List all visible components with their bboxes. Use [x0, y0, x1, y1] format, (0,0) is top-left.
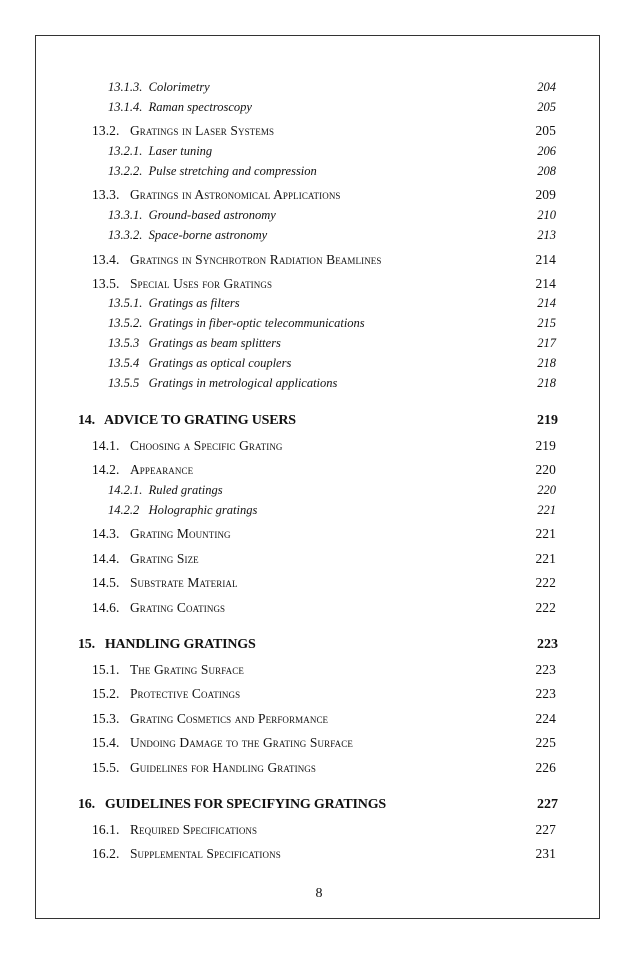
toc-entry-page: 227	[535, 822, 556, 837]
toc-entry-number: 13.5.5	[108, 376, 140, 390]
toc-entry-page: 223	[535, 686, 556, 701]
toc-entry-number: 14.6.	[92, 600, 120, 615]
toc-entry-number: 13.5.3	[108, 336, 140, 350]
toc-entry-label	[108, 144, 212, 159]
toc-entry-page: 217	[537, 336, 556, 350]
toc-entry-title: Gratings in fiber-optic telecommunications	[148, 316, 365, 330]
toc-entry-number: 13.5.4	[108, 356, 140, 370]
toc-entry-number: 13.1.3.	[108, 80, 143, 94]
toc-entry-label	[108, 336, 281, 351]
toc-entry-label	[92, 735, 353, 751]
toc-entry-page: 223	[535, 662, 556, 677]
toc-entry-title: Choosing a Specific Grating	[129, 438, 283, 453]
toc-entry-number: 13.2.1.	[108, 144, 143, 158]
toc-entry-page: 221	[535, 551, 556, 566]
toc-entry-title: Supplemental Specifications	[129, 846, 281, 861]
toc-entry-page: 213	[537, 228, 556, 242]
toc-entry-label	[92, 711, 328, 727]
toc-entry-label	[92, 600, 225, 616]
toc-entry-number: 15.2.	[92, 686, 120, 701]
toc-entry-label	[92, 252, 382, 268]
toc-entry-number: 15.4.	[92, 735, 120, 750]
toc-entry-title: Protective Coatings	[129, 686, 241, 701]
toc-entry-number: 14.3.	[92, 526, 120, 541]
toc-entry-label	[108, 100, 252, 115]
toc-entry-number: 16.2.	[92, 846, 120, 861]
toc-entry-page: 220	[537, 483, 556, 497]
toc-entry-title: Grating Cosmetics and Performance	[129, 711, 329, 726]
toc-entry-label	[108, 316, 365, 331]
toc-entry-number: 15.1.	[92, 662, 120, 677]
toc-entry-number: 15.3.	[92, 711, 120, 726]
toc-entry-title: GUIDELINES FOR SPECIFYING GRATINGS	[104, 797, 386, 812]
toc-entry-label	[92, 551, 199, 567]
toc-entry-label	[108, 376, 337, 391]
toc-entry-title: Colorimetry	[148, 80, 210, 94]
toc-entry-number: 13.1.4.	[108, 100, 143, 114]
toc-entry-page: 209	[535, 187, 556, 202]
toc-entry-title: Gratings as optical couplers	[148, 356, 292, 370]
toc-entry-number: 14.4.	[92, 551, 120, 566]
toc-entry-number: 13.3.	[92, 187, 120, 202]
toc-entry-page: 208	[537, 164, 556, 178]
toc-entry-page: 214	[535, 252, 556, 267]
toc-entry-label	[78, 637, 256, 653]
toc-entry-page: 226	[535, 760, 556, 775]
toc-entry-number: 13.2.	[92, 123, 120, 138]
toc-entry-label	[92, 187, 341, 203]
toc-entry-title: Gratings in Laser Systems	[129, 123, 275, 138]
toc-entry-title: The Grating Surface	[129, 662, 244, 677]
toc-entry-title: Ground-based astronomy	[148, 208, 276, 222]
toc-entry-label	[108, 80, 210, 95]
toc-entry-title: Laser tuning	[148, 144, 213, 158]
toc-entry-label	[108, 228, 267, 243]
toc-entry-number: 14.	[78, 413, 95, 428]
toc-entry-title: Gratings as beam splitters	[148, 336, 281, 350]
toc-entry-title: Grating Coatings	[129, 600, 226, 615]
toc-entry-label	[92, 575, 238, 591]
toc-entry-title: Appearance	[129, 462, 194, 477]
toc-entry-page: 205	[535, 123, 556, 138]
toc-entry-label	[108, 483, 223, 498]
toc-entry-title: Gratings as filters	[148, 296, 240, 310]
toc-entry-page: 222	[535, 600, 556, 615]
toc-entry-number: 14.1.	[92, 438, 120, 453]
toc-entry-page: 205	[537, 100, 556, 114]
toc-entry-number: 13.3.1.	[108, 208, 143, 222]
toc-entry-title: HANDLING GRATINGS	[104, 637, 256, 652]
toc-entry-number: 14.2.	[92, 462, 120, 477]
toc-entry-number: 14.2.1.	[108, 483, 143, 497]
toc-entry-label	[108, 208, 276, 223]
toc-entry-title: Required Specifications	[129, 822, 258, 837]
toc-entry-page: 206	[537, 144, 556, 158]
toc-entry-label	[108, 356, 291, 371]
toc-entry-number: 14.5.	[92, 575, 120, 590]
toc-entry-label	[92, 526, 231, 542]
toc-entry-number: 13.5.1.	[108, 296, 143, 310]
toc-entry-label	[108, 164, 317, 179]
toc-entry-number: 13.3.2.	[108, 228, 143, 242]
toc-entry-page: 218	[537, 376, 556, 390]
toc-entry-title: Raman spectroscopy	[148, 100, 252, 114]
toc-entry-page: 204	[537, 80, 556, 94]
toc-entry-label	[78, 413, 296, 429]
toc-entry-number: 16.1.	[92, 822, 120, 837]
toc-entry-number: 15.	[78, 637, 95, 652]
toc-entry-page: 223	[537, 637, 558, 652]
toc-entry-page: 221	[535, 526, 556, 541]
toc-entry-title: Pulse stretching and compression	[148, 164, 317, 178]
toc-entry-label	[78, 797, 386, 813]
toc-entry-number: 13.4.	[92, 252, 120, 267]
toc-entry-number: 15.5.	[92, 760, 120, 775]
toc-entry-number: 14.2.2	[108, 503, 140, 517]
toc-entry-page: 220	[535, 462, 556, 477]
toc-entry-page: 214	[537, 296, 556, 310]
toc-entry-page: 214	[535, 276, 556, 291]
toc-entry-title: ADVICE TO GRATING USERS	[104, 413, 296, 428]
toc-entry-page: 222	[535, 575, 556, 590]
toc-entry-number: 13.2.2.	[108, 164, 143, 178]
toc-entry-page: 225	[535, 735, 556, 750]
toc-entry-label	[92, 438, 283, 454]
toc-entry-title: Substrate Material	[129, 575, 238, 590]
toc-entry-label	[92, 846, 281, 862]
toc-entry-page: 219	[535, 438, 556, 453]
toc-entry-label	[92, 123, 274, 139]
toc-entry-title: Special Uses for Gratings	[129, 276, 273, 291]
toc-entry-label	[92, 760, 316, 776]
toc-entry-page: 221	[537, 503, 556, 517]
toc-entry-title: Grating Size	[129, 551, 199, 566]
toc-entry-page: 218	[537, 356, 556, 370]
toc-entry-page: 231	[535, 846, 556, 861]
toc-entry-label	[92, 662, 244, 678]
toc-entry-number: 13.5.2.	[108, 316, 143, 330]
toc-entry-page: 224	[535, 711, 556, 726]
toc-entry-title: Gratings in metrological applications	[148, 376, 338, 390]
toc-entry-page: 210	[537, 208, 556, 222]
toc-entry-page: 227	[537, 797, 558, 812]
toc-entry-title: Holographic gratings	[148, 503, 258, 517]
toc-entry-label	[92, 462, 193, 478]
toc-entry-title: Gratings in Synchrotron Radiation Beamlines	[129, 252, 382, 267]
toc-entry-label	[92, 822, 257, 838]
toc-entry-page: 219	[537, 413, 558, 428]
toc-entry-title: Ruled gratings	[148, 483, 223, 497]
page-number: 8	[315, 886, 323, 901]
toc-entry-title: Guidelines for Handling Gratings	[129, 760, 317, 775]
toc-entry-title: Gratings in Astronomical Applications	[129, 187, 341, 202]
toc-entry-number: 16.	[78, 797, 95, 812]
toc-entry-title: Grating Mounting	[129, 526, 231, 541]
toc-entry-title: Space-borne astronomy	[148, 228, 268, 242]
toc-entry-title: Undoing Damage to the Grating Surface	[129, 735, 353, 750]
toc-entry-page: 215	[537, 316, 556, 330]
toc-entry-label	[108, 296, 240, 311]
toc-entry-label	[92, 686, 240, 702]
toc-entry-label	[92, 276, 272, 292]
toc-entry-label	[108, 503, 257, 518]
toc-entry-number: 13.5.	[92, 276, 120, 291]
